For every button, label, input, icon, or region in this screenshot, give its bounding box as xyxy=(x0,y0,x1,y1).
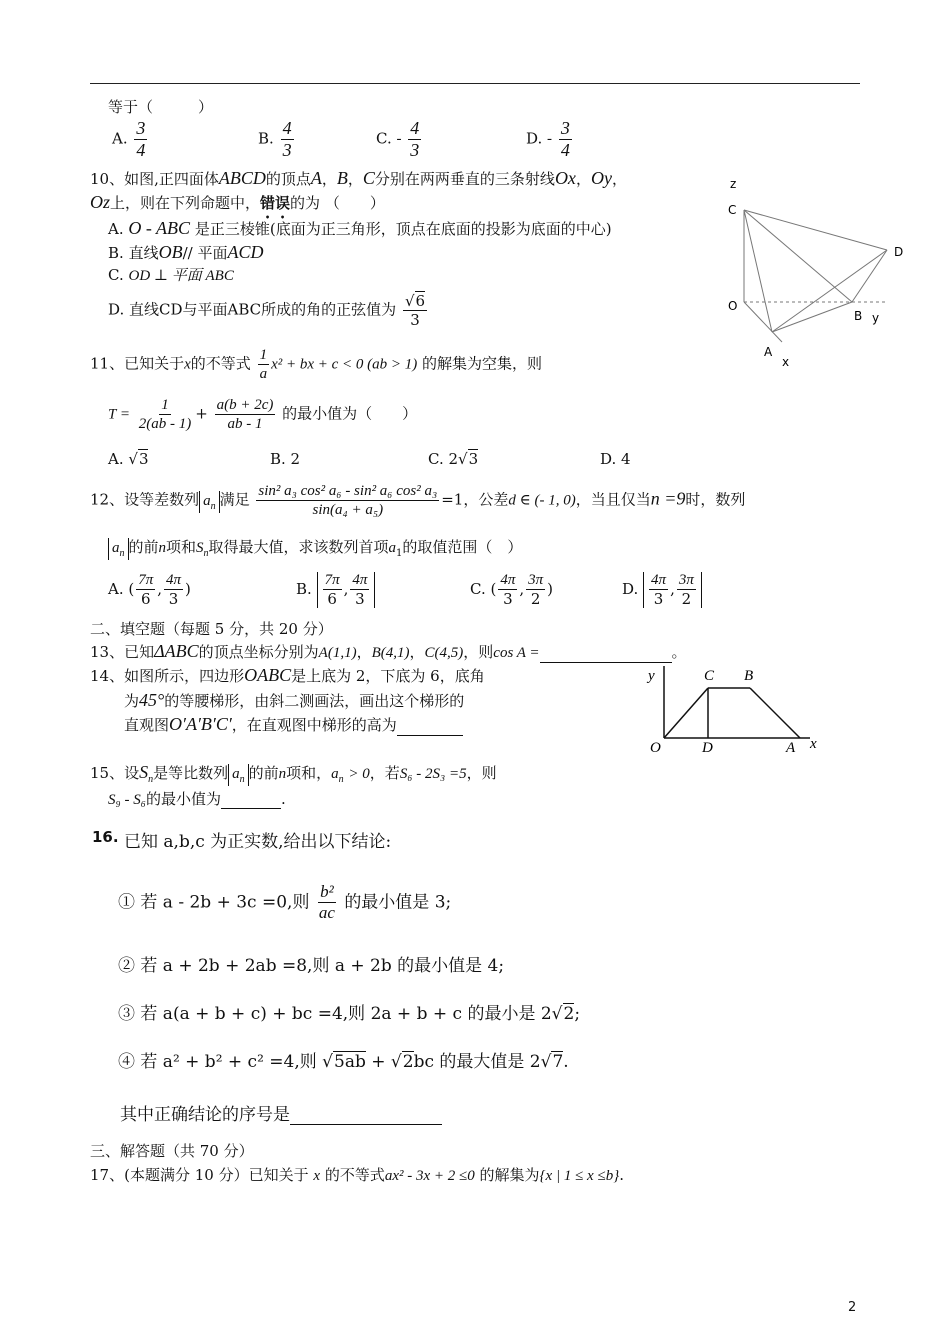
q11-stem: 11、已知关于x的不等式 $\frac{1}{a}$ x² + bx + c < 0 (ab > 1) 的解集为空集，则 xyxy=(90,347,543,382)
tetrahedron-figure xyxy=(722,172,912,372)
q10-stem-line2: Oz上，则在下列命题中，错误的为 （ ） xyxy=(90,192,385,212)
q10-option-c: C. OD ⊥ 平面 ABC xyxy=(108,266,234,284)
q9-option-b: B. $\frac{4}{3}$ xyxy=(258,118,292,160)
fig10-label-y: y xyxy=(872,311,880,325)
q15-line1: 15、设$S_n$是等比数列 $a_n$ 的前n项和，$a_n > 0$，若S₆ - 2S₃ =5，则 xyxy=(90,762,497,785)
trapezoid-figure xyxy=(640,660,830,760)
q11-option-c: C. 2√3 xyxy=(428,450,479,468)
fig10-label-d: D xyxy=(894,245,904,259)
q14-line2: 为45°的等腰梯形，由斜二测画法，画出这个梯形的 xyxy=(124,690,465,710)
q16-statement-3: ③ 若 a(a + b + c) + bc =4,则 2a + b + c 的最小是 2√2; xyxy=(118,1004,581,1024)
q16-stem: 已知 a,b,c 为正实数,给出以下结论: xyxy=(124,832,392,852)
q10-option-a: A. O - ABC 是正三棱锥(底面为正三角形，顶点在底面的投影为底面的中心) xyxy=(108,218,612,238)
fig10-label-c: C xyxy=(728,203,737,217)
q15-answer-blank[interactable] xyxy=(221,790,281,809)
q9-option-c: C. - $\frac{4}{3}$ xyxy=(376,118,420,160)
q14-answer-blank[interactable] xyxy=(397,717,463,736)
q12-option-c: C. ( $\frac{4\pi}{3}$ , $\frac{3\pi}{2}$ ) xyxy=(470,572,554,608)
page-number: 2 xyxy=(848,1300,857,1315)
fig14-label-d: D xyxy=(702,740,713,756)
fig10-label-b: B xyxy=(854,309,863,323)
q12-stem-line1: 12、设等差数列 $a_n$ 满足 $\frac{\text{sin² a₃ cos² a₆ - sin² a₆ cos² a₃}}{\text{sin(a₄ + a₅)}}$ =1，公差d ∈ (- 1, 0)，当且仅当n =9时，数列 xyxy=(90,483,746,518)
header-rule xyxy=(90,83,860,84)
fig14-label-b: B xyxy=(744,668,754,684)
q17-stem: 17、(本题满分 10 分）已知关于 x 的不等式ax² - 3x + 2 ≤0 的解集为{x | 1 ≤ x ≤b}. xyxy=(90,1166,624,1184)
q12-option-a: A. ( $\frac{7\pi}{6}$ , $\frac{4\pi}{3}$ ) xyxy=(108,572,191,608)
q16-ask: 其中正确结论的序号是 xyxy=(120,1104,442,1125)
q15-line2: S₉ - S₆的最小值为 . xyxy=(108,790,286,808)
section-3-heading: 三、解答题（共 70 分） xyxy=(90,1142,254,1160)
q14-line1: 14、如图所示，四边形OABC是上底为 2，下底为 6，底角 xyxy=(90,665,485,685)
q9-option-d: D. - $\frac{3}{4}$ xyxy=(526,118,570,160)
fig14-label-o: O xyxy=(650,740,661,756)
q13-stem: 13、已知ΔABC的顶点坐标分别为A(1,1)，B(4,1)，C(4,5)，则cos A = 。 xyxy=(90,641,687,661)
q16-answer-blank[interactable] xyxy=(290,1104,442,1125)
q11-option-a: A. √3 xyxy=(108,450,149,468)
q12-option-b: B. $\frac{7\pi}{6}$ , $\frac{4\pi}{3}$ xyxy=(296,572,375,608)
q10-stem-line1: 10、如图,正四面体ABCD的顶点A，B，C分别在两两垂直的三条射线Ox，Oy， xyxy=(90,168,627,188)
q16-statement-2: ② 若 a + 2b + 2ab =8,则 a + 2b 的最小值是 4; xyxy=(118,956,505,976)
q16-statement-1: ① 若 a - 2b + 3c =0,则 $\frac{\text{b²}}{ac}$ 的最小值是 3; xyxy=(118,882,452,923)
q16-number: 16. xyxy=(92,828,119,846)
fig10-label-a: A xyxy=(764,345,773,359)
q16-statement-4: ④ 若 a² + b² + c² =4,则 √5ab + √2bc 的最大值是 2√7. xyxy=(118,1052,569,1072)
fig10-label-x: x xyxy=(782,355,790,369)
section-2-heading: 二、填空题（每题 5 分，共 20 分） xyxy=(90,620,333,638)
q11-expression: T = $\frac{1}{2(ab - 1)}$ + $\frac{a(b + 2c)}{ab - 1}$ 的最小值为（ ） xyxy=(108,397,418,432)
q11-option-b: B. 2 xyxy=(270,450,301,468)
fig14-label-y: y xyxy=(648,668,655,684)
q11-option-d: D. 4 xyxy=(600,450,631,468)
q12-option-d: D. $\frac{4\pi}{3}$ , $\frac{3\pi}{2}$ xyxy=(622,572,702,608)
q14-line3: 直观图O′A′B′C′，在直观图中梯形的高为 xyxy=(124,714,463,736)
fig14-label-a: A xyxy=(786,740,796,756)
q10-option-b: B. 直线OB// 平面ACD xyxy=(108,242,264,262)
fig10-label-o: O xyxy=(728,299,738,313)
fig14-label-c: C xyxy=(704,668,715,684)
q9-tail: 等于（ ） xyxy=(108,98,214,116)
q10-option-d: D. 直线CD与平面ABC所成的角的正弦值为 $\frac{√6}{3}$ xyxy=(108,292,426,329)
q12-stem-line2: $a_n$ 的前n项和$S_n$取得最大值，求该数列首项$a_1$的取值范围（ ） xyxy=(108,538,522,560)
q9-option-a: A. $\frac{3}{4}$ xyxy=(112,118,146,160)
fig14-label-x: x xyxy=(810,736,817,752)
fig10-label-z: z xyxy=(730,177,737,191)
